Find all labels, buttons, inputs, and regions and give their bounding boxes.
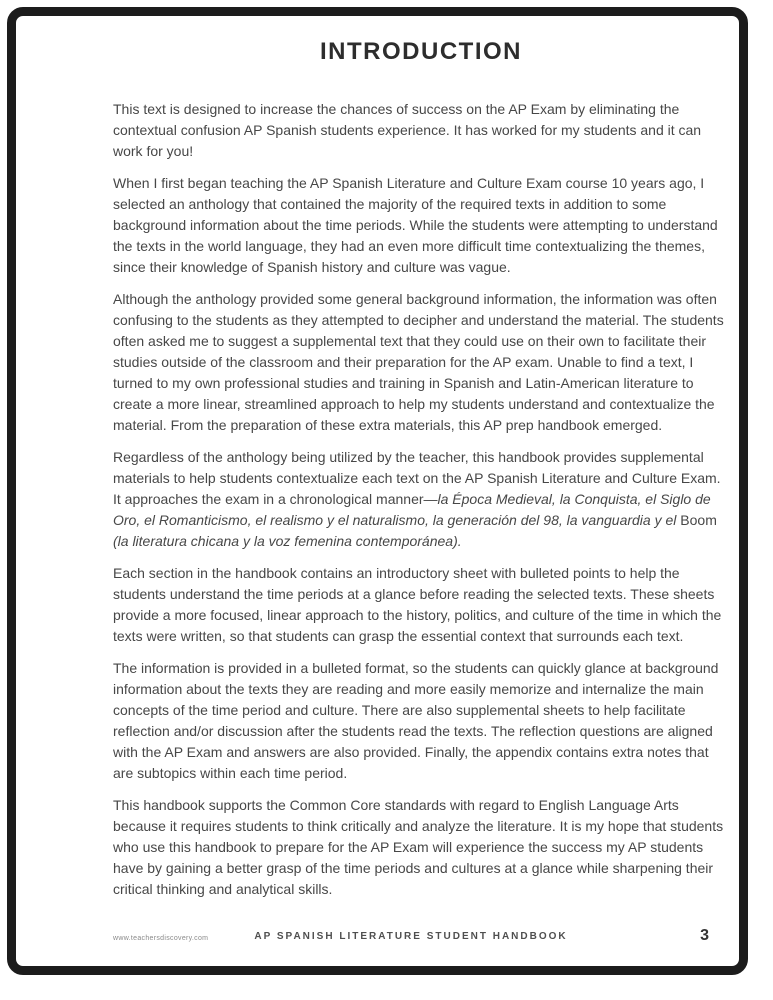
page-title: INTRODUCTION [320,38,522,65]
paragraph [113,173,729,278]
paragraph [113,99,729,162]
paragraph-text-run: This text is designed to increase the chances of success on the AP Exam by eliminating the contextual confusion AP Spanish students experience. It has worked for my students and it can work for you! [113,101,702,159]
paragraph-text-run: Although the anthology provided some general background information, the information was often confusing to the students as they attempted to decipher and understand the material. The students often asked me to suggest a supplemental text that they could use on their own to facilitate their studies outside of the classroom and their preparation for the AP exam. Unable to find a text, I turned to my own professional studies and training in Spanish and Latin-American literature to create a more linear, streamlined approach to help my students understand and contextualize the material. From the preparation of these extra materials, this AP prep handbook emerged. [113,291,724,433]
page-content [113,38,729,911]
paragraph-italic-run: (la literatura chicana y la voz femenina contemporánea). [113,533,462,549]
footer-page-number: 3 [700,927,709,944]
paragraph-text-run: Boom [676,512,717,528]
paragraph-italic-run: la Época Medieval, la Conquista, el Siglo de Oro, el Romanticismo, el realismo y el naturalismo, la generación del 98, la vanguardia y el [113,491,711,528]
footer-website-url: www.teachersdiscovery.com [113,935,209,942]
paragraph [113,563,729,647]
paragraph [113,795,729,900]
paragraph-text-run: The information is provided in a bulleted format, so the students can quickly glance at background information about the texts they are reading and more easily memorize and internalize the main concepts of the time period and culture. There are also supplemental sheets to help facilitate reflection and/or discussion after the students read the texts. The reflection questions are aligned with the AP Exam and answers are also provided. Finally, the appendix contains extra notes that are subtopics within each time period. [113,660,719,781]
footer-book-title: AP SPANISH LITERATURE STUDENT HANDBOOK [254,931,568,942]
paragraph-text-run: Regardless of the anthology being utilized by the teacher, this handbook provides supplemental materials to help students contextualize each text on the AP Spanish Literature and Culture Exam. It approaches the exam in a chronological manner— [113,449,721,507]
paragraph [113,289,729,436]
paragraph-text-run: This handbook supports the Common Core standards with regard to English Language Arts because it requires students to think critically and analyze the literature. It is my hope that students who use this handbook to prepare for the AP Exam will experience the success my AP students have by gaining a better grasp of the time periods and cultures at a glance while sharpening their critical thinking and analytical skills. [113,797,724,897]
paragraph-text-run: Each section in the handbook contains an introductory sheet with bulleted points to help the students understand the time periods at a glance before reading the selected texts. These sheets provide a more focused, linear approach to the history, politics, and culture of the time in which the texts were written, so that students can grasp the essential context that surrounds each text. [113,565,722,644]
paragraph [113,447,729,552]
paragraphs [113,99,729,900]
page-border [7,7,748,975]
footer [113,927,709,945]
paragraph-text-run: When I first began teaching the AP Spanish Literature and Culture Exam course 10 years ago, I selected an anthology that contained the majority of the required texts in addition to some background information about the time periods. While the students were attempting to understand the texts in the world language, they had an even more difficult time contextualizing the themes, since their knowledge of Spanish history and culture was vague. [113,175,718,275]
paragraph [113,658,729,784]
